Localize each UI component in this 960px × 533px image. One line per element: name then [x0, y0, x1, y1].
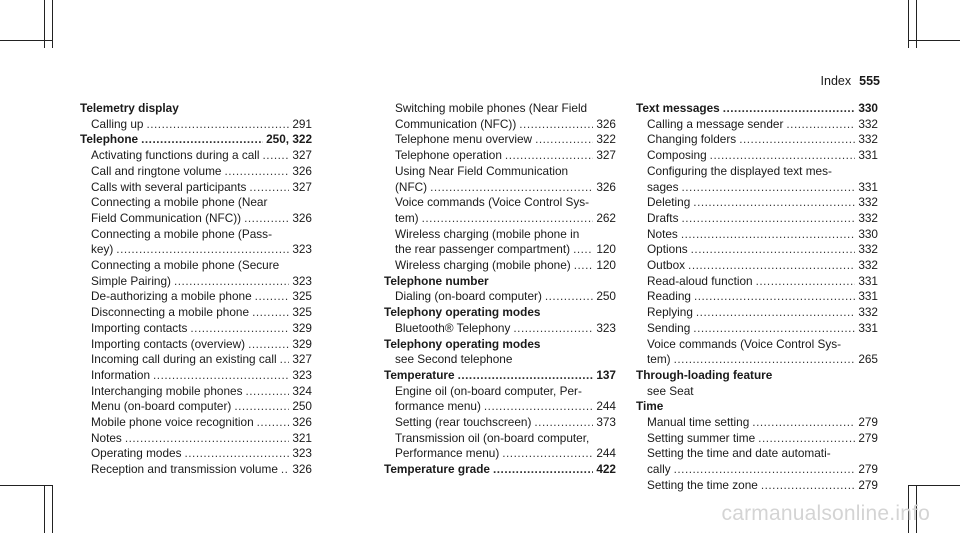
dot-leader: [758, 431, 855, 447]
page-ref: 323: [292, 242, 312, 257]
dot-leader: [493, 462, 593, 478]
dot-leader: [681, 227, 855, 243]
watermark: carmanualsonline.info: [721, 502, 930, 525]
dot-leader: [691, 242, 856, 258]
entry-text: Deleting: [647, 195, 691, 210]
crop-mark: [908, 40, 960, 41]
dot-leader: [681, 180, 855, 196]
dot-leader: [505, 148, 593, 164]
page-ref: 327: [292, 179, 312, 194]
dot-leader: [681, 211, 855, 227]
page-ref: 331: [858, 289, 878, 304]
dot-leader: [484, 399, 593, 415]
page-ref: 322: [596, 132, 616, 147]
page-ref: 327: [292, 352, 312, 367]
page-ref: 244: [596, 446, 616, 461]
entry-text: Options: [647, 242, 688, 257]
dot-leader: [458, 368, 594, 384]
index-subentry: [384, 148, 616, 164]
entry-text: Telephone number: [384, 273, 489, 288]
index-subentry: [80, 462, 312, 478]
page-ref: 265: [858, 352, 878, 367]
dot-leader: [756, 274, 856, 290]
page-number: 555: [859, 74, 880, 88]
entry-text: key): [91, 242, 114, 257]
entry-text: Setting the time and date automati-: [647, 446, 831, 461]
dot-leader: [545, 289, 593, 305]
index-heading: [80, 101, 312, 117]
page-ref: 327: [292, 148, 312, 163]
entry-text: cally: [647, 462, 671, 477]
page-ref: 120: [596, 258, 616, 273]
entry-text: Wireless charging (mobile phone in: [395, 226, 580, 241]
index-subentry: [636, 384, 878, 400]
page-ref: 332: [858, 195, 878, 210]
entry-text: Telephone menu overview: [395, 132, 533, 147]
dot-leader: [153, 368, 289, 384]
page-ref: 291: [292, 116, 312, 131]
page-ref: 244: [596, 399, 616, 414]
dot-leader: [263, 148, 290, 164]
index-subentry: [636, 117, 878, 133]
page-ref: 326: [292, 163, 312, 178]
entry-text: Manual time setting: [647, 415, 750, 430]
entry-text: (NFC): [395, 179, 428, 194]
entry-text: Telemetry display: [80, 101, 179, 115]
entry-text: Calling a message sender: [647, 116, 784, 131]
entry-text: Communication (NFC)): [395, 116, 517, 131]
dot-leader: [739, 132, 855, 148]
page-ref: 326: [596, 116, 616, 131]
index-subentry: [80, 415, 312, 431]
entry-text: Simple Pairing): [91, 273, 171, 288]
entry-text: Disconnecting a mobile phone: [91, 305, 250, 320]
index-subentry: [636, 242, 878, 258]
dot-leader: [249, 180, 289, 196]
index-heading: [384, 462, 616, 478]
dot-leader: [534, 415, 593, 431]
page-ref: 327: [596, 148, 616, 163]
index-heading: [384, 368, 616, 384]
dot-leader: [573, 242, 593, 258]
index-subentry: [636, 274, 878, 290]
index-subentry: [384, 399, 616, 415]
page-ref: 250: [596, 289, 616, 304]
entry-text: Call and ringtone volume: [91, 163, 222, 178]
index-subentry: [384, 242, 616, 258]
index-subentry: [384, 352, 616, 368]
dot-leader: [535, 132, 593, 148]
entry-text: Configuring the displayed text mes-: [647, 163, 832, 178]
index-subentry: [80, 399, 312, 415]
dot-leader: [225, 164, 290, 180]
entry-text: Engine oil (on-board computer, Per-: [395, 383, 582, 398]
dot-leader: [257, 415, 290, 431]
page-ref: 279: [858, 462, 878, 477]
entry-text: Through-loading feature: [636, 367, 773, 382]
page-ref: 120: [596, 242, 616, 257]
dot-leader: [694, 289, 855, 305]
index-subentry: [636, 132, 878, 148]
index-column-2: [384, 101, 616, 478]
entry-text: Changing folders: [647, 132, 737, 147]
entry-text: Replying: [647, 305, 693, 320]
entry-text: Operating modes: [91, 446, 182, 461]
index-subentry: [384, 258, 616, 274]
index-subentry: [636, 478, 878, 494]
index-subentry: [80, 242, 312, 258]
dot-leader: [125, 431, 289, 447]
dot-leader: [174, 274, 289, 290]
entry-text: tem): [395, 210, 419, 225]
dot-leader: [574, 258, 594, 274]
index-subentry: [384, 211, 616, 227]
dot-leader: [146, 117, 289, 133]
dot-leader: [519, 117, 593, 133]
index-subentry: [80, 305, 312, 321]
index-subentry: [80, 180, 312, 196]
entry-text: Wireless charging (mobile phone): [395, 258, 571, 273]
index-heading: [384, 274, 616, 290]
dot-leader: [248, 337, 289, 353]
index-subentry: [636, 431, 878, 447]
page-ref: 329: [292, 320, 312, 335]
dot-leader: [513, 321, 593, 337]
entry-text: Outbox: [647, 258, 686, 273]
entry-text: Telephone: [80, 132, 139, 147]
index-subentry: [80, 211, 312, 227]
page-ref: 332: [858, 258, 878, 273]
page-ref: 137: [596, 367, 616, 382]
dot-leader: [752, 415, 855, 431]
page-ref: 323: [292, 446, 312, 461]
entry-text: the rear passenger compartment): [395, 242, 571, 257]
index-column-3: [636, 101, 878, 494]
entry-text: Performance menu): [395, 446, 500, 461]
entry-text: Voice commands (Voice Control Sys-: [395, 195, 590, 210]
entry-text: Time: [636, 399, 664, 414]
dot-leader: [190, 321, 289, 337]
index-subentry: [384, 321, 616, 337]
entry-text: Notes: [91, 430, 122, 445]
dot-leader: [234, 399, 289, 415]
index-subentry: [384, 431, 616, 447]
index-subentry: [636, 195, 878, 211]
page-ref: 332: [858, 210, 878, 225]
dot-leader: [696, 305, 855, 321]
index-subentry: [384, 164, 616, 180]
dot-leader: [693, 321, 855, 337]
crop-mark: [908, 485, 960, 486]
index-subentry: [384, 132, 616, 148]
index-heading: [636, 368, 878, 384]
entry-text: Setting summer time: [647, 430, 756, 445]
index-heading: [636, 399, 878, 415]
entry-text: formance menu): [395, 399, 481, 414]
index-subentry: [80, 289, 312, 305]
dot-leader: [252, 305, 289, 321]
index-subentry: [80, 148, 312, 164]
dot-leader: [674, 462, 856, 478]
entry-text: Menu (on-board computer): [91, 399, 232, 414]
dot-leader: [185, 446, 290, 462]
index-subentry: [384, 446, 616, 462]
dot-leader: [116, 242, 289, 258]
page-ref: 279: [858, 415, 878, 430]
index-subentry: [384, 384, 616, 400]
page-ref: 332: [858, 116, 878, 131]
page-header: [821, 74, 880, 88]
index-heading: [384, 305, 616, 321]
index-subentry: [636, 164, 878, 180]
dot-leader: [674, 352, 856, 368]
index-subentry: [636, 258, 878, 274]
page-ref: 279: [858, 477, 878, 492]
index-subentry: [636, 321, 878, 337]
index-subentry: [80, 258, 312, 274]
entry-text: Drafts: [647, 210, 679, 225]
index-subentry: [384, 227, 616, 243]
entry-text: Telephony operating modes: [384, 336, 541, 351]
entry-text: Switching mobile phones (Near Field: [395, 101, 588, 115]
index-subentry: [80, 321, 312, 337]
index-heading: [80, 132, 312, 148]
entry-text: Temperature: [384, 367, 455, 382]
entry-text: Connecting a mobile phone (Secure: [91, 258, 280, 273]
index-subentry: [636, 289, 878, 305]
index-subentry: [80, 368, 312, 384]
dot-leader: [141, 132, 263, 148]
dot-leader: [693, 195, 855, 211]
entry-text: see Second telephone: [395, 352, 513, 367]
entry-text: Text messages: [636, 101, 720, 115]
page-ref: 326: [292, 415, 312, 430]
index-subentry: [80, 164, 312, 180]
entry-text: Telephony operating modes: [384, 305, 541, 320]
dot-leader: [246, 384, 290, 400]
page-ref: 250: [292, 399, 312, 414]
index-subentry: [384, 289, 616, 305]
index-heading: [384, 337, 616, 353]
entry-text: Reception and transmission volume: [91, 462, 278, 477]
dot-leader: [280, 352, 290, 368]
entry-text: Dialing (on-board computer): [395, 289, 542, 304]
entry-text: Connecting a mobile phone (Near: [91, 195, 268, 210]
index-subentry: [636, 305, 878, 321]
page-ref: 332: [858, 305, 878, 320]
dot-leader: [723, 101, 856, 117]
entry-text: Activating functions during a call: [91, 148, 260, 163]
index-subentry: [636, 211, 878, 227]
dot-leader: [502, 446, 593, 462]
entry-text: tem): [647, 352, 671, 367]
page-ref: 323: [596, 320, 616, 335]
entry-text: Calls with several participants: [91, 179, 247, 194]
crop-mark: [52, 485, 53, 533]
index-subentry: [636, 352, 878, 368]
index-subentry: [80, 337, 312, 353]
page-ref: 332: [858, 242, 878, 257]
crop-mark: [0, 40, 52, 41]
page-ref: 329: [292, 336, 312, 351]
entry-text: Bluetooth® Telephony: [395, 320, 511, 335]
page-ref: 326: [596, 179, 616, 194]
index-subentry: [384, 180, 616, 196]
entry-text: Reading: [647, 289, 691, 304]
index-subentry: [384, 117, 616, 133]
index-subentry: [80, 446, 312, 462]
index-heading: [636, 101, 878, 117]
entry-text: sages: [647, 179, 679, 194]
dot-leader: [244, 211, 289, 227]
entry-text: Setting the time zone: [647, 477, 758, 492]
page-ref: 324: [292, 383, 312, 398]
page-ref: 330: [858, 226, 878, 241]
entry-text: Sending: [647, 320, 691, 335]
index-subentry: [384, 195, 616, 211]
dot-leader: [761, 478, 855, 494]
page-ref: 325: [292, 289, 312, 304]
index-subentry: [80, 352, 312, 368]
index-subentry: [636, 148, 878, 164]
entry-text: Read-aloud function: [647, 273, 753, 288]
entry-text: Telephone operation: [395, 148, 502, 163]
page-ref: 323: [292, 273, 312, 288]
entry-text: Notes: [647, 226, 678, 241]
index-subentry: [80, 227, 312, 243]
index-subentry: [384, 415, 616, 431]
entry-text: Using Near Field Communication: [395, 163, 569, 178]
entry-text: Importing contacts: [91, 320, 188, 335]
index-subentry: [80, 274, 312, 290]
page-ref: 262: [596, 210, 616, 225]
entry-text: De-authorizing a mobile phone: [91, 289, 252, 304]
crop-mark: [52, 0, 53, 48]
entry-text: Information: [91, 367, 151, 382]
entry-text: Transmission oil (on-board computer,: [395, 430, 590, 445]
index-subentry: [636, 462, 878, 478]
entry-text: Field Communication (NFC)): [91, 210, 242, 225]
index-subentry: [636, 227, 878, 243]
entry-text: Voice commands (Voice Control Sys-: [647, 336, 842, 351]
entry-text: Connecting a mobile phone (Pass-: [91, 226, 272, 241]
index-subentry: [80, 195, 312, 211]
dot-leader: [422, 211, 594, 227]
index-subentry: [636, 337, 878, 353]
entry-text: Interchanging mobile phones: [91, 383, 243, 398]
page-ref: 326: [292, 210, 312, 225]
page-ref: 331: [858, 273, 878, 288]
page-ref: 250, 322: [266, 132, 312, 147]
index-subentry: [80, 117, 312, 133]
index-subentry: [80, 384, 312, 400]
dot-leader: [786, 117, 855, 133]
index-column-1: [80, 101, 312, 478]
page-ref: 325: [292, 305, 312, 320]
page-ref: 331: [858, 179, 878, 194]
dot-leader: [710, 148, 856, 164]
entry-text: Incoming call during an existing call: [91, 352, 277, 367]
page-ref: 323: [292, 367, 312, 382]
header-title: Index: [820, 74, 852, 88]
page-ref: 330: [858, 101, 878, 115]
entry-text: Setting (rear touchscreen): [395, 415, 532, 430]
index-subentry: [636, 180, 878, 196]
page-ref: 422: [596, 462, 616, 477]
page-ref: 332: [858, 132, 878, 147]
dot-leader: [281, 462, 289, 478]
crop-mark: [0, 485, 52, 486]
index-subentry: [80, 431, 312, 447]
index-subentry: [636, 415, 878, 431]
page-ref: 331: [858, 320, 878, 335]
page-ref: 326: [292, 462, 312, 477]
entry-text: Calling up: [91, 116, 144, 131]
index-subentry: [636, 446, 878, 462]
entry-text: see Seat: [647, 383, 694, 398]
page-ref: 321: [292, 430, 312, 445]
index-subentry: [384, 101, 616, 117]
dot-leader: [255, 289, 290, 305]
entry-text: Importing contacts (overview): [91, 336, 246, 351]
page-ref: 279: [858, 430, 878, 445]
crop-mark: [44, 485, 45, 533]
page-ref: 331: [858, 148, 878, 163]
dot-leader: [430, 180, 593, 196]
entry-text: Composing: [647, 148, 707, 163]
entry-text: Mobile phone voice recognition: [91, 415, 254, 430]
entry-text: Temperature grade: [384, 462, 490, 477]
page-ref: 373: [596, 415, 616, 430]
dot-leader: [688, 258, 855, 274]
